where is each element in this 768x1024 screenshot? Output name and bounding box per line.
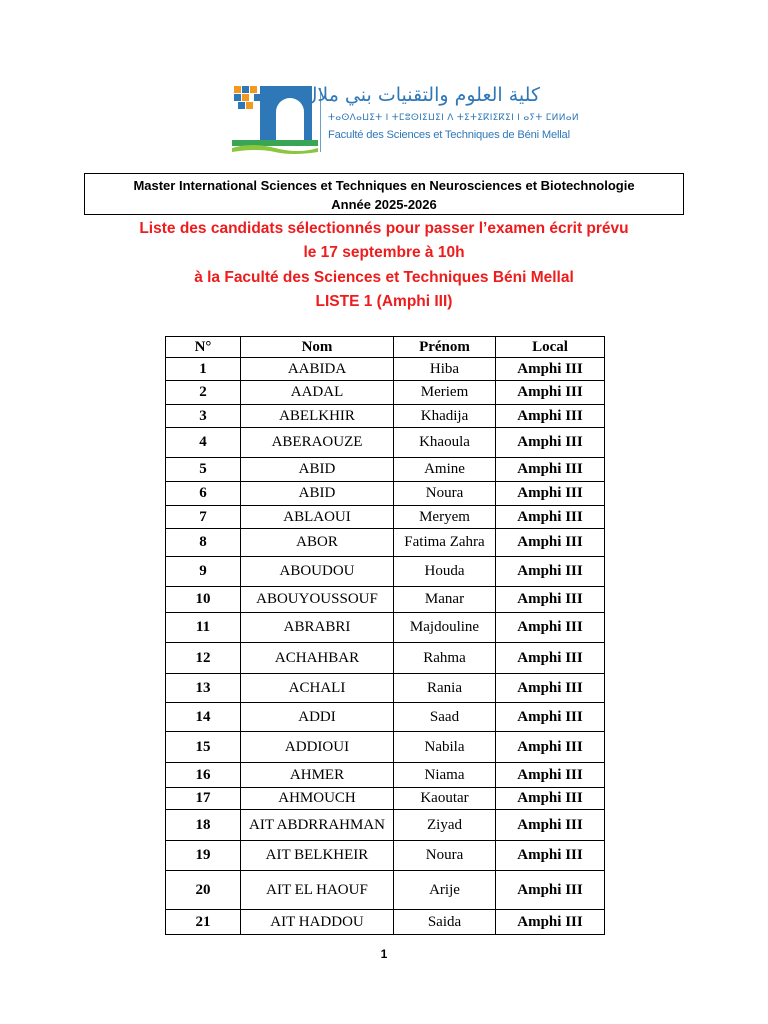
table-row xyxy=(166,613,605,643)
cell-prenom: Nabila xyxy=(394,732,496,763)
cell-nom: AIT HADDOU xyxy=(241,910,394,935)
page-number: 1 xyxy=(380,947,388,961)
cell-nom: ABERAOUZE xyxy=(241,428,394,458)
cell-prenom: Hiba xyxy=(394,358,496,381)
cell-nom: ADDI xyxy=(241,703,394,732)
cell-nom: AIT BELKHEIR xyxy=(241,841,394,871)
table-row xyxy=(166,557,605,587)
cell-num: 3 xyxy=(166,405,241,428)
cell-num: 6 xyxy=(166,482,241,506)
table-row xyxy=(166,910,605,935)
announcement-line-3: à la Faculté des Sciences et Techniques Béni Mellal xyxy=(194,268,574,286)
cell-local: Amphi III xyxy=(496,381,605,405)
cell-local: Amphi III xyxy=(496,910,605,935)
table-body xyxy=(166,358,605,935)
cell-num: 12 xyxy=(166,643,241,674)
table-row xyxy=(166,458,605,482)
cell-num: 4 xyxy=(166,428,241,458)
cell-nom: ADDIOUI xyxy=(241,732,394,763)
cell-num: 18 xyxy=(166,810,241,841)
cell-nom: ABOUDOU xyxy=(241,557,394,587)
announcement xyxy=(0,217,768,314)
table-row xyxy=(166,871,605,910)
cell-nom: ABID xyxy=(241,458,394,482)
cell-prenom: Noura xyxy=(394,841,496,871)
cell-num: 7 xyxy=(166,506,241,529)
logo-tifinagh-text: ⵜⴰⵙⴷⴰⵡⵉⵜ ⵏ ⵜⵎⵓⵙⵏⵉⵡⵉⵏ ⴷ ⵜⵉⵜⵉⴽⵏⵉⴽⵉⵏ ⵏ ⴰⵢⵜ ⵎⵍⵍⴰⵍ xyxy=(328,113,579,123)
cell-nom: AHMOUCH xyxy=(241,788,394,810)
cell-local: Amphi III xyxy=(496,810,605,841)
cell-prenom: Saad xyxy=(394,703,496,732)
header-prenom: Prénom xyxy=(394,337,496,358)
cell-nom: ABRABRI xyxy=(241,613,394,643)
cell-prenom: Arije xyxy=(394,871,496,910)
cell-local: Amphi III xyxy=(496,405,605,428)
program-title-box xyxy=(84,173,684,215)
cell-local: Amphi III xyxy=(496,643,605,674)
cell-nom: AHMER xyxy=(241,763,394,788)
cell-num: 2 xyxy=(166,381,241,405)
table-row xyxy=(166,506,605,529)
cell-nom: AABIDA xyxy=(241,358,394,381)
cell-prenom: Khaoula xyxy=(394,428,496,458)
cell-num: 14 xyxy=(166,703,241,732)
cell-prenom: Rania xyxy=(394,674,496,703)
cell-num: 13 xyxy=(166,674,241,703)
cell-num: 9 xyxy=(166,557,241,587)
cell-prenom: Houda xyxy=(394,557,496,587)
cell-num: 21 xyxy=(166,910,241,935)
cell-local: Amphi III xyxy=(496,428,605,458)
cell-prenom: Khadija xyxy=(394,405,496,428)
cell-local: Amphi III xyxy=(496,458,605,482)
cell-prenom: Meriem xyxy=(394,381,496,405)
cell-nom: ACHALI xyxy=(241,674,394,703)
cell-nom: ABLAOUI xyxy=(241,506,394,529)
cell-prenom: Saida xyxy=(394,910,496,935)
table-row xyxy=(166,810,605,841)
table-row xyxy=(166,674,605,703)
cell-prenom: Noura xyxy=(394,482,496,506)
cell-prenom: Manar xyxy=(394,587,496,613)
cell-local: Amphi III xyxy=(496,529,605,557)
cell-nom: ABOR xyxy=(241,529,394,557)
table-row xyxy=(166,587,605,613)
table-row xyxy=(166,428,605,458)
cell-local: Amphi III xyxy=(496,871,605,910)
table-row xyxy=(166,763,605,788)
cell-local: Amphi III xyxy=(496,732,605,763)
cell-local: Amphi III xyxy=(496,506,605,529)
cell-num: 11 xyxy=(166,613,241,643)
cell-prenom: Majdouline xyxy=(394,613,496,643)
cell-nom: ABELKHIR xyxy=(241,405,394,428)
table-row xyxy=(166,703,605,732)
cell-num: 5 xyxy=(166,458,241,482)
cell-prenom: Kaoutar xyxy=(394,788,496,810)
cell-prenom: Niama xyxy=(394,763,496,788)
table-row xyxy=(166,358,605,381)
announcement-line-1: Liste des candidats sélectionnés pour passer l’examen écrit prévu xyxy=(139,220,629,237)
cell-local: Amphi III xyxy=(496,674,605,703)
cell-prenom: Ziyad xyxy=(394,810,496,841)
cell-local: Amphi III xyxy=(496,587,605,613)
cell-nom: AIT EL HAOUF xyxy=(241,871,394,910)
cell-prenom: Amine xyxy=(394,458,496,482)
cell-num: 1 xyxy=(166,358,241,381)
candidates-table xyxy=(165,336,605,935)
cell-num: 20 xyxy=(166,871,241,910)
table-row xyxy=(166,841,605,871)
cell-nom: ABOUYOUSSOUF xyxy=(241,587,394,613)
table-row xyxy=(166,529,605,557)
cell-num: 10 xyxy=(166,587,241,613)
logo-arabic-text: كلية العلوم والتقنيات بني ملال xyxy=(303,84,540,106)
table-row xyxy=(166,643,605,674)
header-local: Local xyxy=(496,337,605,358)
header-nom: Nom xyxy=(241,337,394,358)
cell-local: Amphi III xyxy=(496,557,605,587)
cell-num: 8 xyxy=(166,529,241,557)
cell-local: Amphi III xyxy=(496,763,605,788)
table-row xyxy=(166,405,605,428)
cell-prenom: Rahma xyxy=(394,643,496,674)
logo-french-text: Faculté des Sciences et Techniques de Béni Mellal xyxy=(328,129,570,141)
announcement-line-4: LISTE 1 (Amphi III) xyxy=(315,292,453,310)
cell-local: Amphi III xyxy=(496,841,605,871)
cell-num: 17 xyxy=(166,788,241,810)
cell-nom: ABID xyxy=(241,482,394,506)
program-title: Master International Sciences et Techniques en Neurosciences et Biotechnologie xyxy=(133,178,635,193)
cell-num: 15 xyxy=(166,732,241,763)
cell-local: Amphi III xyxy=(496,613,605,643)
cell-num: 19 xyxy=(166,841,241,871)
cell-nom: AIT ABDRRAHMAN xyxy=(241,810,394,841)
table-row xyxy=(166,482,605,506)
academic-year: Année 2025-2026 xyxy=(331,197,437,212)
table-row xyxy=(166,732,605,763)
table-row xyxy=(166,788,605,810)
cell-nom: ACHAHBAR xyxy=(241,643,394,674)
table-header-row xyxy=(166,337,605,358)
cell-local: Amphi III xyxy=(496,482,605,506)
cell-nom: AADAL xyxy=(241,381,394,405)
table-row xyxy=(166,381,605,405)
cell-local: Amphi III xyxy=(496,788,605,810)
cell-local: Amphi III xyxy=(496,358,605,381)
cell-num: 16 xyxy=(166,763,241,788)
cell-local: Amphi III xyxy=(496,703,605,732)
faculty-logo xyxy=(232,82,579,158)
cell-prenom: Meryem xyxy=(394,506,496,529)
cell-prenom: Fatima Zahra xyxy=(394,529,496,557)
header-num: N° xyxy=(166,337,241,358)
announcement-line-2: le 17 septembre à 10h xyxy=(303,244,465,262)
